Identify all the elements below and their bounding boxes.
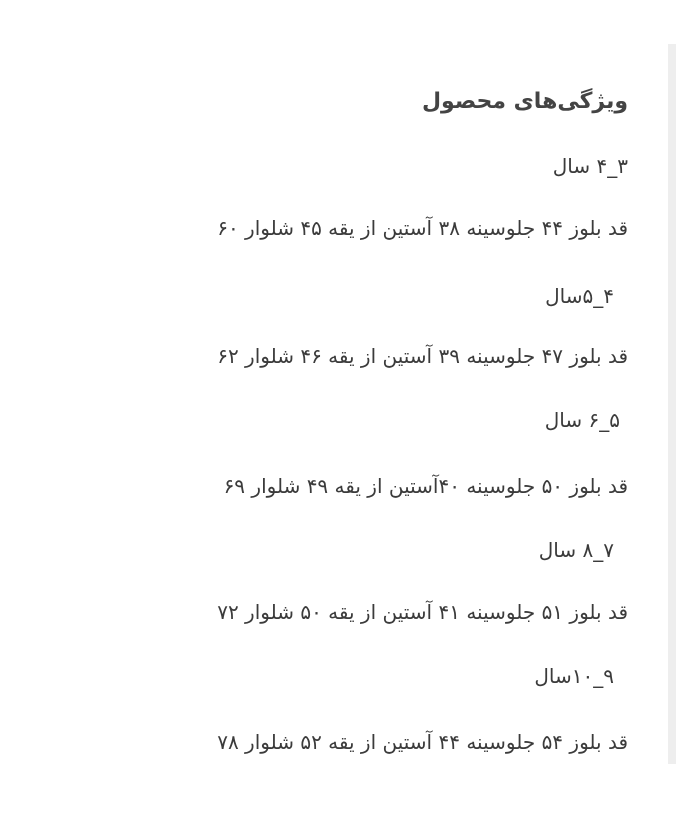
section-title: ویژگی‌های محصول (421, 89, 628, 114)
size-age-label: ۵_۶ سال (544, 408, 620, 432)
size-age-label: ۴_۵سال (545, 284, 614, 308)
size-dimensions-text: قد بلوز ۵۰ جلوسینه ۴۰آستین از یقه ۴۹ شلوار ۶۹ (223, 474, 628, 498)
size-dimensions-text: قد بلوز ۵۴ جلوسینه ۴۴ آستین از یقه ۵۲ شلوار ۷۸ (217, 730, 628, 754)
size-age-label: ۹_۱۰سال (534, 664, 614, 688)
size-age-label: ۷_۸ سال (538, 538, 614, 562)
size-dimensions-text: قد بلوز ۵۱ جلوسینه ۴۱ آستین از یقه ۵۰ شلوار ۷۲ (217, 600, 628, 624)
scrollbar-track[interactable] (668, 44, 676, 764)
size-dimensions-text: قد بلوز ۴۴ جلوسینه ۳۸ آستین از یقه ۴۵ شلوار ۶۰ (217, 216, 628, 240)
size-dimensions-text: قد بلوز ۴۷ جلوسینه ۳۹ آستین از یقه ۴۶ شلوار ۶۲ (217, 344, 628, 368)
size-age-label: ۳_۴ سال (552, 154, 628, 178)
